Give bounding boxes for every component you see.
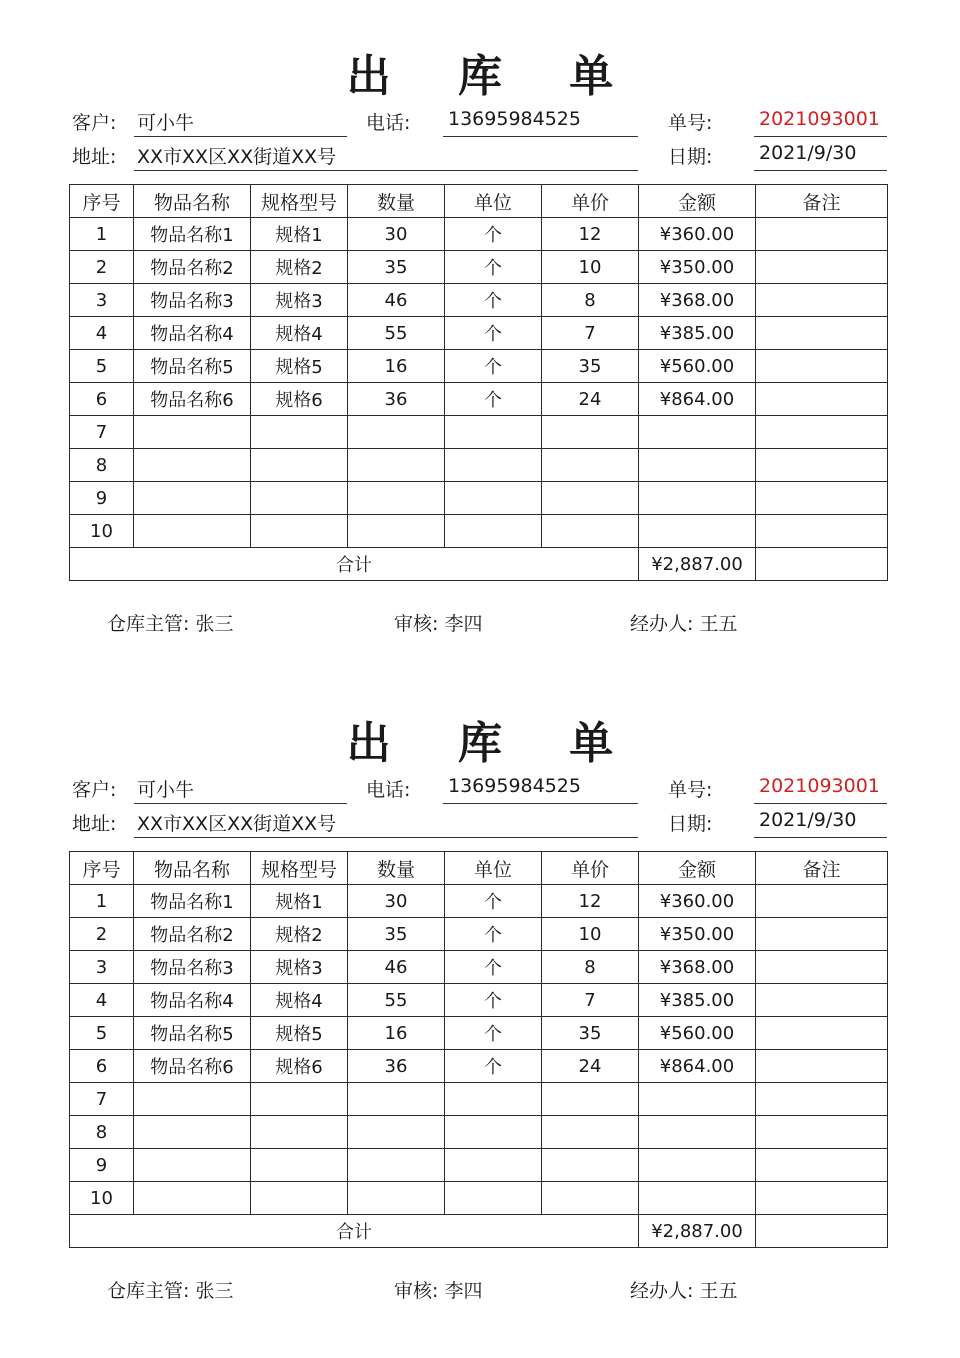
table-row xyxy=(70,1182,888,1215)
cell-unit-price xyxy=(542,1116,639,1149)
total-row xyxy=(70,1215,888,1248)
items-table xyxy=(69,851,888,1248)
reviewer-label: 审核: xyxy=(394,613,439,635)
cell-spec: 规格6 xyxy=(251,1050,348,1083)
reviewer-name: 李四 xyxy=(444,1280,483,1302)
reviewer-name: 李四 xyxy=(444,613,483,635)
cell-quantity xyxy=(348,1182,445,1215)
handler-label: 经办人: xyxy=(630,613,694,635)
cell-index: 7 xyxy=(70,1083,134,1116)
table-row xyxy=(70,1116,888,1149)
outbound-form-2 xyxy=(0,667,960,1327)
cell-amount: ¥385.00 xyxy=(639,317,756,350)
cell-amount: ¥368.00 xyxy=(639,284,756,317)
total-remark-cell xyxy=(756,548,888,581)
table-row xyxy=(70,951,888,984)
address-label: 地址: xyxy=(72,146,117,168)
cell-unit: 个 xyxy=(445,885,542,918)
cell-item-name: 物品名称4 xyxy=(134,317,251,350)
date-underline xyxy=(754,837,887,838)
handler-signature xyxy=(630,609,737,636)
cell-remark xyxy=(756,383,888,416)
cell-amount: ¥368.00 xyxy=(639,951,756,984)
cell-item-name xyxy=(134,1083,251,1116)
cell-remark xyxy=(756,449,888,482)
table-row xyxy=(70,885,888,918)
cell-remark xyxy=(756,350,888,383)
cell-unit: 个 xyxy=(445,284,542,317)
cell-item-name xyxy=(134,1182,251,1215)
phone-label: 电话: xyxy=(366,779,411,801)
cell-unit-price: 12 xyxy=(542,218,639,251)
header-unit-price: 单价 xyxy=(542,185,639,218)
total-row xyxy=(70,548,888,581)
cell-quantity: 35 xyxy=(348,918,445,951)
cell-quantity: 36 xyxy=(348,1050,445,1083)
customer-label: 客户: xyxy=(72,779,117,801)
header-quantity: 数量 xyxy=(348,185,445,218)
cell-quantity: 30 xyxy=(348,218,445,251)
order-no-label: 单号: xyxy=(668,779,713,801)
table-row xyxy=(70,482,888,515)
cell-item-name xyxy=(134,449,251,482)
cell-amount xyxy=(639,1182,756,1215)
cell-amount xyxy=(639,1149,756,1182)
table-row xyxy=(70,317,888,350)
cell-quantity xyxy=(348,449,445,482)
table-row xyxy=(70,918,888,951)
cell-item-name: 物品名称5 xyxy=(134,1017,251,1050)
reviewer-signature xyxy=(394,609,482,636)
handler-name: 王五 xyxy=(699,613,738,635)
cell-quantity xyxy=(348,515,445,548)
cell-unit-price: 7 xyxy=(542,984,639,1017)
phone-underline xyxy=(443,803,638,804)
cell-remark xyxy=(756,984,888,1017)
total-label: 合计 xyxy=(70,548,639,581)
cell-spec: 规格5 xyxy=(251,350,348,383)
customer-underline xyxy=(134,803,347,804)
cell-index: 4 xyxy=(70,317,134,350)
cell-item-name: 物品名称4 xyxy=(134,984,251,1017)
cell-item-name: 物品名称3 xyxy=(134,951,251,984)
cell-item-name: 物品名称2 xyxy=(134,251,251,284)
cell-amount: ¥350.00 xyxy=(639,918,756,951)
cell-unit xyxy=(445,515,542,548)
header-quantity: 数量 xyxy=(348,852,445,885)
phone-value: 13695984525 xyxy=(448,108,581,130)
handler-name: 王五 xyxy=(699,1280,738,1302)
cell-amount: ¥560.00 xyxy=(639,350,756,383)
cell-remark xyxy=(756,1116,888,1149)
reviewer-signature xyxy=(394,1276,482,1303)
cell-spec: 规格2 xyxy=(251,251,348,284)
cell-spec: 规格5 xyxy=(251,1017,348,1050)
cell-quantity xyxy=(348,1116,445,1149)
cell-quantity xyxy=(348,482,445,515)
cell-spec xyxy=(251,449,348,482)
cell-spec: 规格1 xyxy=(251,218,348,251)
cell-spec xyxy=(251,1116,348,1149)
cell-remark xyxy=(756,1149,888,1182)
cell-quantity: 46 xyxy=(348,284,445,317)
order-no-label: 单号: xyxy=(668,112,713,134)
table-row xyxy=(70,218,888,251)
customer-label: 客户: xyxy=(72,112,117,134)
cell-remark xyxy=(756,218,888,251)
cell-index: 8 xyxy=(70,449,134,482)
outbound-form-1 xyxy=(0,0,960,660)
cell-spec xyxy=(251,1083,348,1116)
cell-quantity: 55 xyxy=(348,984,445,1017)
customer-value: 可小牛 xyxy=(137,112,195,134)
handler-label: 经办人: xyxy=(630,1280,694,1302)
table-row xyxy=(70,1149,888,1182)
cell-index: 1 xyxy=(70,218,134,251)
header-unit: 单位 xyxy=(445,185,542,218)
cell-amount xyxy=(639,1083,756,1116)
table-row xyxy=(70,416,888,449)
cell-unit: 个 xyxy=(445,1017,542,1050)
cell-amount xyxy=(639,449,756,482)
cell-item-name: 物品名称2 xyxy=(134,918,251,951)
cell-unit: 个 xyxy=(445,350,542,383)
order-no-underline xyxy=(754,803,887,804)
cell-remark xyxy=(756,918,888,951)
cell-spec xyxy=(251,1182,348,1215)
handler-signature xyxy=(630,1276,737,1303)
cell-quantity: 55 xyxy=(348,317,445,350)
total-amount: ¥2,887.00 xyxy=(639,1215,756,1248)
cell-spec xyxy=(251,482,348,515)
cell-spec xyxy=(251,416,348,449)
cell-quantity: 46 xyxy=(348,951,445,984)
items-table xyxy=(69,184,888,581)
header-remark: 备注 xyxy=(756,852,888,885)
table-row xyxy=(70,984,888,1017)
cell-unit-price: 8 xyxy=(542,951,639,984)
cell-unit-price: 12 xyxy=(542,885,639,918)
cell-index: 9 xyxy=(70,1149,134,1182)
cell-spec: 规格2 xyxy=(251,918,348,951)
cell-amount xyxy=(639,482,756,515)
cell-index: 5 xyxy=(70,350,134,383)
cell-item-name: 物品名称1 xyxy=(134,885,251,918)
cell-unit-price: 8 xyxy=(542,284,639,317)
order-no-underline xyxy=(754,136,887,137)
cell-item-name: 物品名称6 xyxy=(134,383,251,416)
header-amount: 金额 xyxy=(639,852,756,885)
cell-unit-price xyxy=(542,515,639,548)
cell-remark xyxy=(756,482,888,515)
table-header-row xyxy=(70,185,888,218)
cell-amount: ¥864.00 xyxy=(639,1050,756,1083)
cell-item-name xyxy=(134,1116,251,1149)
cell-unit-price xyxy=(542,416,639,449)
date-value: 2021/9/30 xyxy=(759,809,857,831)
cell-unit-price: 10 xyxy=(542,918,639,951)
address-underline xyxy=(134,837,638,838)
table-row xyxy=(70,449,888,482)
phone-label: 电话: xyxy=(366,112,411,134)
cell-unit-price: 35 xyxy=(542,350,639,383)
cell-unit-price xyxy=(542,1182,639,1215)
cell-unit: 个 xyxy=(445,951,542,984)
table-row xyxy=(70,1083,888,1116)
cell-unit: 个 xyxy=(445,218,542,251)
phone-value: 13695984525 xyxy=(448,775,581,797)
cell-unit-price: 10 xyxy=(542,251,639,284)
address-value: XX市XX区XX街道XX号 xyxy=(137,813,337,835)
total-amount: ¥2,887.00 xyxy=(639,548,756,581)
cell-unit-price xyxy=(542,1149,639,1182)
cell-index: 1 xyxy=(70,885,134,918)
cell-index: 6 xyxy=(70,383,134,416)
cell-spec: 规格3 xyxy=(251,951,348,984)
customer-underline xyxy=(134,136,347,137)
cell-spec: 规格4 xyxy=(251,984,348,1017)
cell-item-name: 物品名称6 xyxy=(134,1050,251,1083)
cell-index: 3 xyxy=(70,951,134,984)
total-label: 合计 xyxy=(70,1215,639,1248)
cell-remark xyxy=(756,1182,888,1215)
cell-index: 10 xyxy=(70,1182,134,1215)
cell-item-name xyxy=(134,515,251,548)
header-unit-price: 单价 xyxy=(542,852,639,885)
form-title: 出 库 单 xyxy=(346,718,640,769)
cell-unit: 个 xyxy=(445,383,542,416)
manager-signature xyxy=(107,1276,233,1303)
cell-index: 4 xyxy=(70,984,134,1017)
form-title: 出 库 单 xyxy=(346,51,640,102)
manager-name: 张三 xyxy=(195,613,234,635)
cell-item-name: 物品名称5 xyxy=(134,350,251,383)
cell-item-name: 物品名称3 xyxy=(134,284,251,317)
manager-label: 仓库主管: xyxy=(107,613,190,635)
order-no-value: 2021093001 xyxy=(759,775,880,797)
cell-remark xyxy=(756,515,888,548)
cell-index: 10 xyxy=(70,515,134,548)
cell-unit: 个 xyxy=(445,251,542,284)
cell-amount: ¥864.00 xyxy=(639,383,756,416)
cell-spec: 规格4 xyxy=(251,317,348,350)
cell-amount xyxy=(639,515,756,548)
cell-item-name xyxy=(134,482,251,515)
cell-remark xyxy=(756,251,888,284)
cell-index: 7 xyxy=(70,416,134,449)
cell-remark xyxy=(756,416,888,449)
cell-amount xyxy=(639,416,756,449)
cell-unit xyxy=(445,1149,542,1182)
cell-unit-price: 24 xyxy=(542,383,639,416)
phone-underline xyxy=(443,136,638,137)
cell-unit-price: 24 xyxy=(542,1050,639,1083)
cell-unit: 个 xyxy=(445,1050,542,1083)
cell-index: 9 xyxy=(70,482,134,515)
date-label: 日期: xyxy=(668,146,713,168)
cell-unit xyxy=(445,1116,542,1149)
cell-unit: 个 xyxy=(445,984,542,1017)
cell-index: 6 xyxy=(70,1050,134,1083)
manager-label: 仓库主管: xyxy=(107,1280,190,1302)
cell-quantity: 35 xyxy=(348,251,445,284)
table-row xyxy=(70,1017,888,1050)
header-amount: 金额 xyxy=(639,185,756,218)
address-label: 地址: xyxy=(72,813,117,835)
cell-remark xyxy=(756,1050,888,1083)
cell-spec xyxy=(251,1149,348,1182)
header-item-name: 物品名称 xyxy=(134,185,251,218)
cell-unit: 个 xyxy=(445,918,542,951)
table-header-row xyxy=(70,852,888,885)
cell-amount: ¥385.00 xyxy=(639,984,756,1017)
table-row xyxy=(70,350,888,383)
cell-unit-price xyxy=(542,1083,639,1116)
cell-quantity: 30 xyxy=(348,885,445,918)
cell-unit xyxy=(445,449,542,482)
cell-index: 2 xyxy=(70,251,134,284)
table-row xyxy=(70,515,888,548)
cell-spec: 规格6 xyxy=(251,383,348,416)
cell-unit xyxy=(445,1083,542,1116)
customer-value: 可小牛 xyxy=(137,779,195,801)
cell-remark xyxy=(756,317,888,350)
table-row xyxy=(70,1050,888,1083)
header-spec: 规格型号 xyxy=(251,185,348,218)
cell-quantity: 16 xyxy=(348,350,445,383)
cell-unit-price: 7 xyxy=(542,317,639,350)
cell-spec: 规格1 xyxy=(251,885,348,918)
cell-unit-price: 35 xyxy=(542,1017,639,1050)
cell-unit xyxy=(445,1182,542,1215)
cell-amount: ¥360.00 xyxy=(639,885,756,918)
cell-unit-price xyxy=(542,482,639,515)
cell-item-name xyxy=(134,416,251,449)
cell-remark xyxy=(756,885,888,918)
cell-remark xyxy=(756,951,888,984)
order-no-value: 2021093001 xyxy=(759,108,880,130)
header-remark: 备注 xyxy=(756,185,888,218)
cell-remark xyxy=(756,284,888,317)
header-spec: 规格型号 xyxy=(251,852,348,885)
cell-amount xyxy=(639,1116,756,1149)
header-unit: 单位 xyxy=(445,852,542,885)
header-index: 序号 xyxy=(70,185,134,218)
cell-unit-price xyxy=(542,449,639,482)
cell-unit xyxy=(445,416,542,449)
cell-remark xyxy=(756,1083,888,1116)
cell-index: 2 xyxy=(70,918,134,951)
total-remark-cell xyxy=(756,1215,888,1248)
cell-index: 8 xyxy=(70,1116,134,1149)
table-row xyxy=(70,251,888,284)
cell-remark xyxy=(756,1017,888,1050)
cell-quantity xyxy=(348,416,445,449)
cell-amount: ¥560.00 xyxy=(639,1017,756,1050)
cell-unit xyxy=(445,482,542,515)
cell-quantity: 16 xyxy=(348,1017,445,1050)
cell-index: 5 xyxy=(70,1017,134,1050)
header-index: 序号 xyxy=(70,852,134,885)
address-value: XX市XX区XX街道XX号 xyxy=(137,146,337,168)
cell-quantity xyxy=(348,1149,445,1182)
date-underline xyxy=(754,170,887,171)
cell-amount: ¥350.00 xyxy=(639,251,756,284)
manager-signature xyxy=(107,609,233,636)
cell-spec xyxy=(251,515,348,548)
cell-amount: ¥360.00 xyxy=(639,218,756,251)
cell-index: 3 xyxy=(70,284,134,317)
date-value: 2021/9/30 xyxy=(759,142,857,164)
table-row xyxy=(70,383,888,416)
date-label: 日期: xyxy=(668,813,713,835)
cell-item-name: 物品名称1 xyxy=(134,218,251,251)
table-row xyxy=(70,284,888,317)
cell-quantity: 36 xyxy=(348,383,445,416)
address-underline xyxy=(134,170,638,171)
cell-unit: 个 xyxy=(445,317,542,350)
reviewer-label: 审核: xyxy=(394,1280,439,1302)
cell-item-name xyxy=(134,1149,251,1182)
header-item-name: 物品名称 xyxy=(134,852,251,885)
cell-quantity xyxy=(348,1083,445,1116)
manager-name: 张三 xyxy=(195,1280,234,1302)
cell-spec: 规格3 xyxy=(251,284,348,317)
